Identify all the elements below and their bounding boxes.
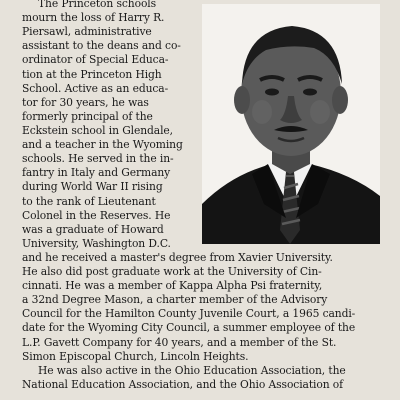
- text-line: Council for the Hamilton County Juvenile Court, a 1965 candi-: [22, 307, 356, 321]
- text-line: He was also active in the Ohio Education Association, the: [38, 363, 346, 377]
- portrait-photo: [202, 4, 380, 244]
- text-line: tion at the Princeton High: [22, 67, 162, 81]
- text-line: L.P. Gavett Company for 40 years, and a member of the St.: [22, 335, 337, 349]
- text-line: cinnati. He was a member of Kappa Alpha Psi fraternity,: [22, 279, 323, 293]
- text-line: tor for 30 years, he was: [22, 95, 149, 109]
- text-line: He also did post graduate work at the University of Cin-: [22, 265, 322, 279]
- text-line: Simon Episcopal Church, Lincoln Heights.: [22, 349, 249, 363]
- text-line: Piersawl, administrative: [22, 25, 152, 39]
- text-line: formerly principal of the: [22, 109, 153, 123]
- text-line: School. Active as an educa-: [22, 81, 169, 95]
- text-line: Eckstein school in Glendale,: [22, 123, 173, 137]
- text-line: University, Washington D.C.: [22, 236, 171, 250]
- text-line: a 32nd Degree Mason, a charter member of the Advisory: [22, 293, 328, 307]
- text-line: Colonel in the Reserves. He: [22, 208, 171, 222]
- text-line: mourn the loss of Harry R.: [22, 11, 165, 25]
- portrait-image: [202, 4, 380, 244]
- text-line: National Education Association, and the Ohio Association of: [22, 377, 344, 391]
- text-line: schools. He served in the in-: [22, 152, 174, 166]
- text-line: was a graduate of Howard: [22, 222, 164, 236]
- text-line: and a teacher in the Wyoming: [22, 138, 183, 152]
- text-line: assistant to the deans and co-: [22, 39, 181, 53]
- text-line: to the rank of Lieutenant: [22, 194, 156, 208]
- text-line: The Princeton schools: [38, 0, 157, 10]
- text-line: and he received a master's degree from Xavier University.: [22, 250, 333, 264]
- text-line: fantry in Italy and Germany: [22, 166, 171, 180]
- text-line: date for the Wyoming City Council, a summer employee of the: [22, 321, 356, 335]
- text-line: ordinator of Special Educa-: [22, 53, 169, 67]
- text-line: during World War II rising: [22, 180, 163, 194]
